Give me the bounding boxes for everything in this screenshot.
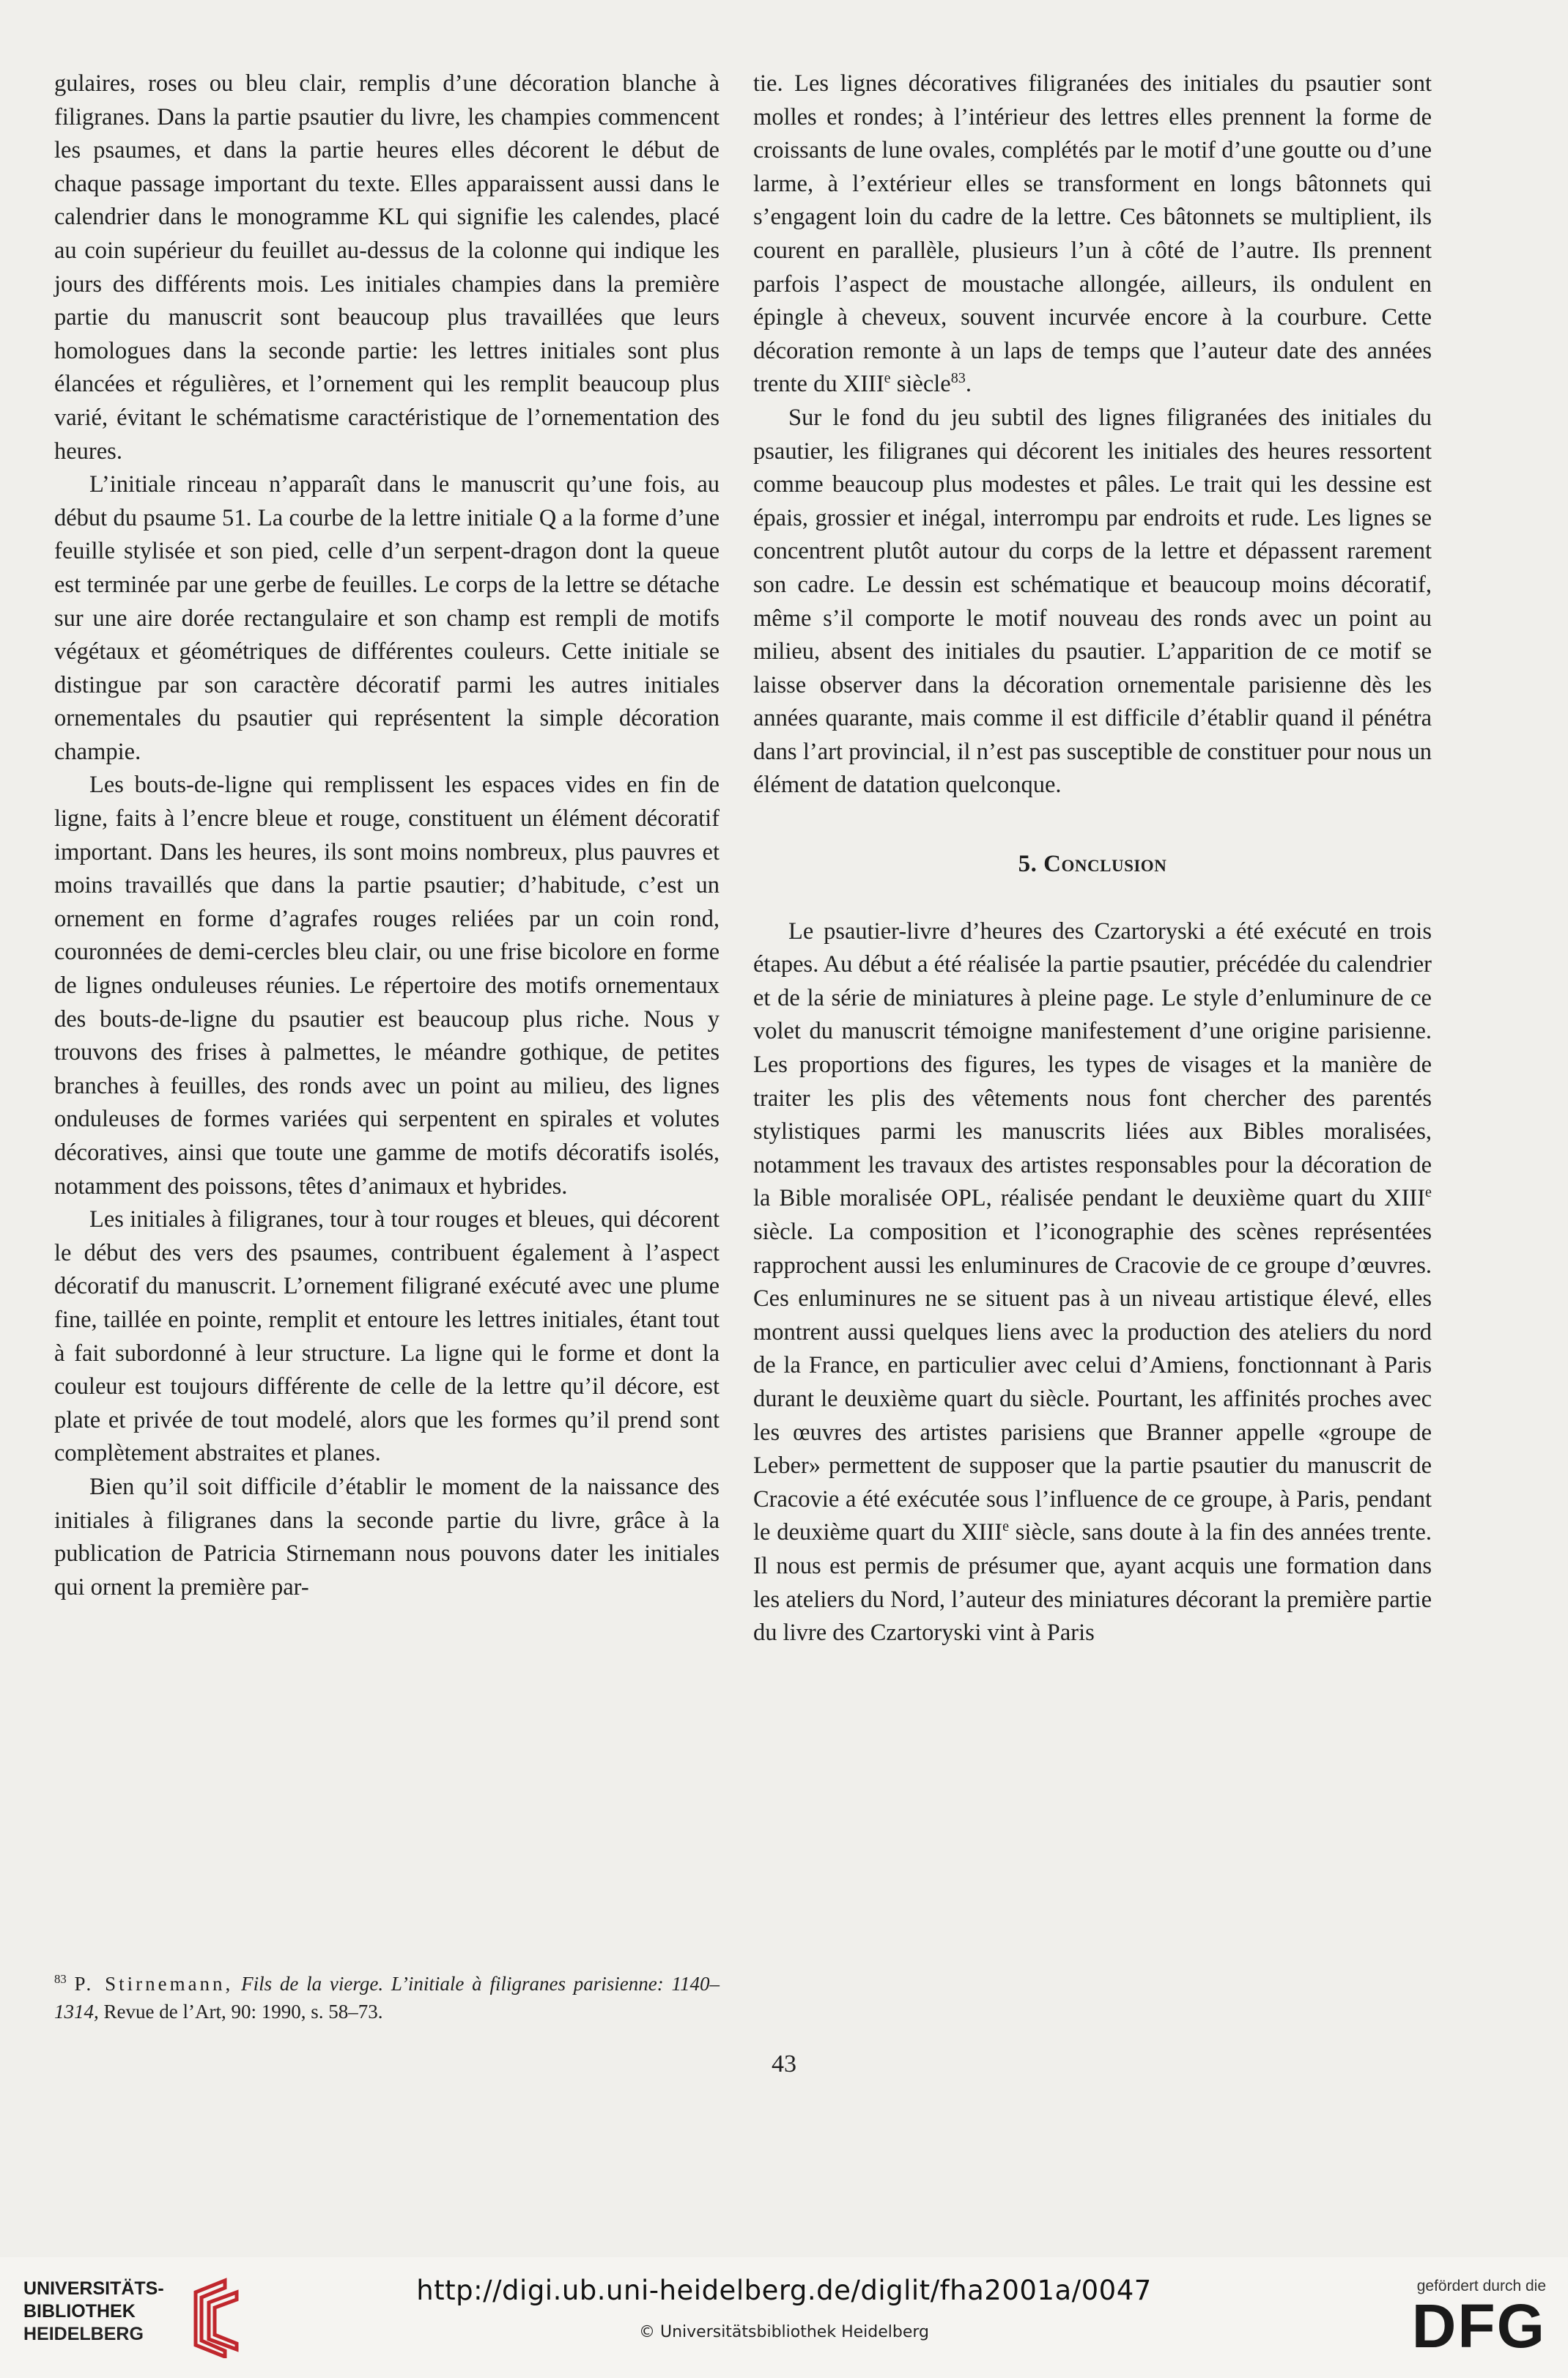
footnote-ref[interactable]: 83	[950, 370, 966, 387]
section-title: Conclusion	[1043, 851, 1167, 878]
paragraph	[753, 915, 1432, 1650]
footnote-source: Revue de l’Art, 90: 1990, s. 58–73.	[98, 2001, 383, 2023]
library-name-line: UNIVERSITÄTS-	[23, 2278, 164, 2299]
paragraph: Les bouts-de-ligne qui remplissent les espaces vides en fin de ligne, faits à l’encre bleue et rouge, constituent un élément décoratif important. Dans les heures, ils sont moins nombreux, plus pauvres et moins travaillés que dans la partie psautier; d’habitude, c’est un ornement en forme d’agrafes rouges reliées par un coin rond, couronnées de demi-cercles bleu clair, ou une frise bicolore en forme de lignes onduleuses réunies. Le répertoire des motifs ornementaux des bouts-de-ligne du psautier est beaucoup plus riche. Nous y trouvons des frises à palmettes, le méandre gothique, de petites branches à feuilles, des ronds avec un point au milieu, des lignes onduleuses de formes variées qui serpentent en spirales et volutes décoratives, ainsi que toute une gamme de motifs décoratifs isolés, notamment des poissons, têtes d’animaux et hybrides.	[54, 772, 720, 1200]
superscript: e	[884, 370, 891, 387]
right-column	[753, 67, 1432, 1650]
funder-logo[interactable]	[1377, 2278, 1553, 2358]
library-name-line: HEIDELBERG	[23, 2324, 144, 2344]
funder-label: gefördert durch die	[1416, 2278, 1546, 2294]
section-number: 5.	[1018, 851, 1038, 878]
paragraph-text: siècle. La composition et l’iconographie des scènes représentées rapprochent aussi les enluminures de Cracovie de ce groupe d’œuvres. Ces enluminures ne se situent pas à un niveau artistique élevé, elles montrent aussi quelques liens avec la production des ateliers du nord de la France, en particulier avec celui d’Amiens, fonctionnant à Paris durant le deuxième quart du siècle. Pourtant, les affinités proches avec les œuvres des artistes parisiens que Branner appelle «groupe de Leber» permettent de supposer que la partie psautier du manuscrit de Cracovie a été exécutée sous l’influence de ce groupe, à Paris, pendant le deuxième quart du XIII	[753, 1219, 1432, 1546]
footnote-title: Fils de la vierge. L’initiale à filigranes parisienne: 1140–1314,	[54, 1973, 720, 2023]
paragraph: Les initiales à filigranes, tour à tour rouges et bleues, qui décorent le début des vers des psaumes, contribuent également à l’aspect décoratif du manuscrit. L’ornement filigrané exécuté avec une plume fine, taillée en pointe, remplit et entoure les lettres initiales, étant tout à fait subordonné à leur structure. La ligne qui le forme et dont la couleur est toujours différente de celle de la lettre qu’il décore, est plate et privée de tout modelé, alors que les formes qu’il prend sont complètement abstraites et planes.	[54, 1206, 720, 1467]
section-heading	[753, 848, 1432, 882]
library-name-line: BIBLIOTHEK	[23, 2301, 136, 2322]
left-column	[54, 67, 720, 1604]
copyright-notice: © Universitätsbibliothek Heidelberg	[638, 2323, 929, 2341]
paragraph-text: .	[965, 371, 972, 398]
source-url-link[interactable]: http://digi.ub.uni-heidelberg.de/diglit/fha2001a/0047	[416, 2275, 1152, 2306]
page-number: 43	[772, 2050, 796, 2078]
footnote-author: P. Stirnemann,	[74, 1973, 234, 1995]
footnote	[54, 1970, 720, 2026]
paragraph-text: Le psautier-livre d’heures des Czartoryski a été exécuté en trois étapes. Au début a été réalisée la partie psautier, précédée du calendrier et de la série de miniatures à pleine page. Le style d’enluminure de ce volet du manuscrit témoigne manifestement d’une origine parisienne. Les proportions des figures, les types de visages et la manière de traiter les plis des vêtements nous font chercher des parentés stylistiques parmi les manuscrits liées aux Bibles moralisées, notamment les travaux des artistes responsables pour la décoration de la Bible moralisée OPL, réalisée pendant le deuxième quart du XIII	[753, 917, 1432, 1212]
paragraph	[753, 67, 1432, 402]
paragraph: Bien qu’il soit difficile d’établir le moment de la naissance des initiales à filigranes dans la seconde partie du livre, grâce à la publication de Patricia Stirnemann nous pouvons dater les initiales qui ornent la première par-	[54, 1473, 720, 1600]
funder-name: DFG	[1411, 2292, 1546, 2360]
paragraph: gulaires, roses ou bleu clair, remplis d’une décoration blanche à filigranes. Dans la partie psautier du livre, les champies commencent les psaumes, et dans la partie heures elles décorent le début de chaque passage important du texte. Elles apparaissent aussi dans le calendrier dans le monogramme KL qui signifie les calendes, placé au coin supérieur du feuillet au-dessus de la colonne qui indique les jours des différents mois. Les initiales champies dans la première partie du manuscrit sont beaucoup plus travaillées que leurs homologues dans la seconde partie: les lettres initiales sont plus élancées et régulières, et l’ornement qui les remplit beaucoup plus varié, évitant le schématisme caractéristique de l’ornementation des heures.	[54, 70, 720, 465]
paragraph: Sur le fond du jeu subtil des lignes filigranées des initiales du psautier, les filigranes qui décorent les initiales des heures ressortent comme beaucoup plus modestes et pâles. Le trait qui les dessine est épais, grossier et inégal, interrompu par endroits et rude. Les lignes se concentrent plutôt autour du corps de la lettre et dépassent rarement son cadre. Le dessin est schématique et beaucoup moins décoratif, même s’il comporte le motif nouveau des ronds avec un point au milieu, absent des initiales du psautier. L’apparition de ce motif se laisse observer dans la décoration ornementale parisienne dès les années quarante, mais comme il est difficile d’établir quand il pénétra dans l’art provincial, il n’est pas susceptible de constituer pour nous un élément de datation quelconque.	[753, 404, 1432, 799]
superscript: e	[1002, 1518, 1010, 1535]
paragraph-text: tie. Les lignes décoratives filigranées des initiales du psautier sont molles et rondes; à l’intérieur des lettres elles prennent la forme de croissants de lune ovales, complétés par le motif d’une goutte ou d’une larme, à l’extérieur elles se transforment en longs bâtonnets qui s’engagent loin du cadre de la lettre. Ces bâtonnets se multiplient, ils courent en parallèle, plusieurs l’un à côté de l’autre. Ils prennent parfois l’aspect de moustache allongée, ailleurs, ils ondulent en épingle à cheveux, souvent incurvée encore à la courbure. Cette décoration remonte à un laps de temps que l’auteur date des années trente du XIII	[753, 70, 1432, 398]
paragraph-text: siècle	[890, 371, 951, 398]
superscript: e	[1425, 1184, 1432, 1201]
paragraph-text: siècle, sans doute à la fin des années trente. Il nous est permis de présumer que, ayant acquis une formation dans les ateliers du Nord, l’auteur des miniatures décorant la première partie du livre des Czartoryski vint à Paris	[753, 1519, 1432, 1647]
footnote-number: 83	[54, 1972, 67, 1986]
paragraph: L’initiale rinceau n’apparaît dans le manuscrit qu’une fois, au début du psaume 51. La courbe de la lettre initiale Q a la forme d’une feuille stylisée et son pied, celle d’un serpent-dragon dont la queue est terminée par une gerbe de feuilles. Le corps de la lettre se détache sur une aire dorée rectangulaire et son champ est rempli de motifs végétaux et géométriques de différentes couleurs. Cette initiale se distingue par son caractère décoratif parmi les autres initiales ornementales du psautier qui représentent la simple décoration champie.	[54, 471, 720, 765]
